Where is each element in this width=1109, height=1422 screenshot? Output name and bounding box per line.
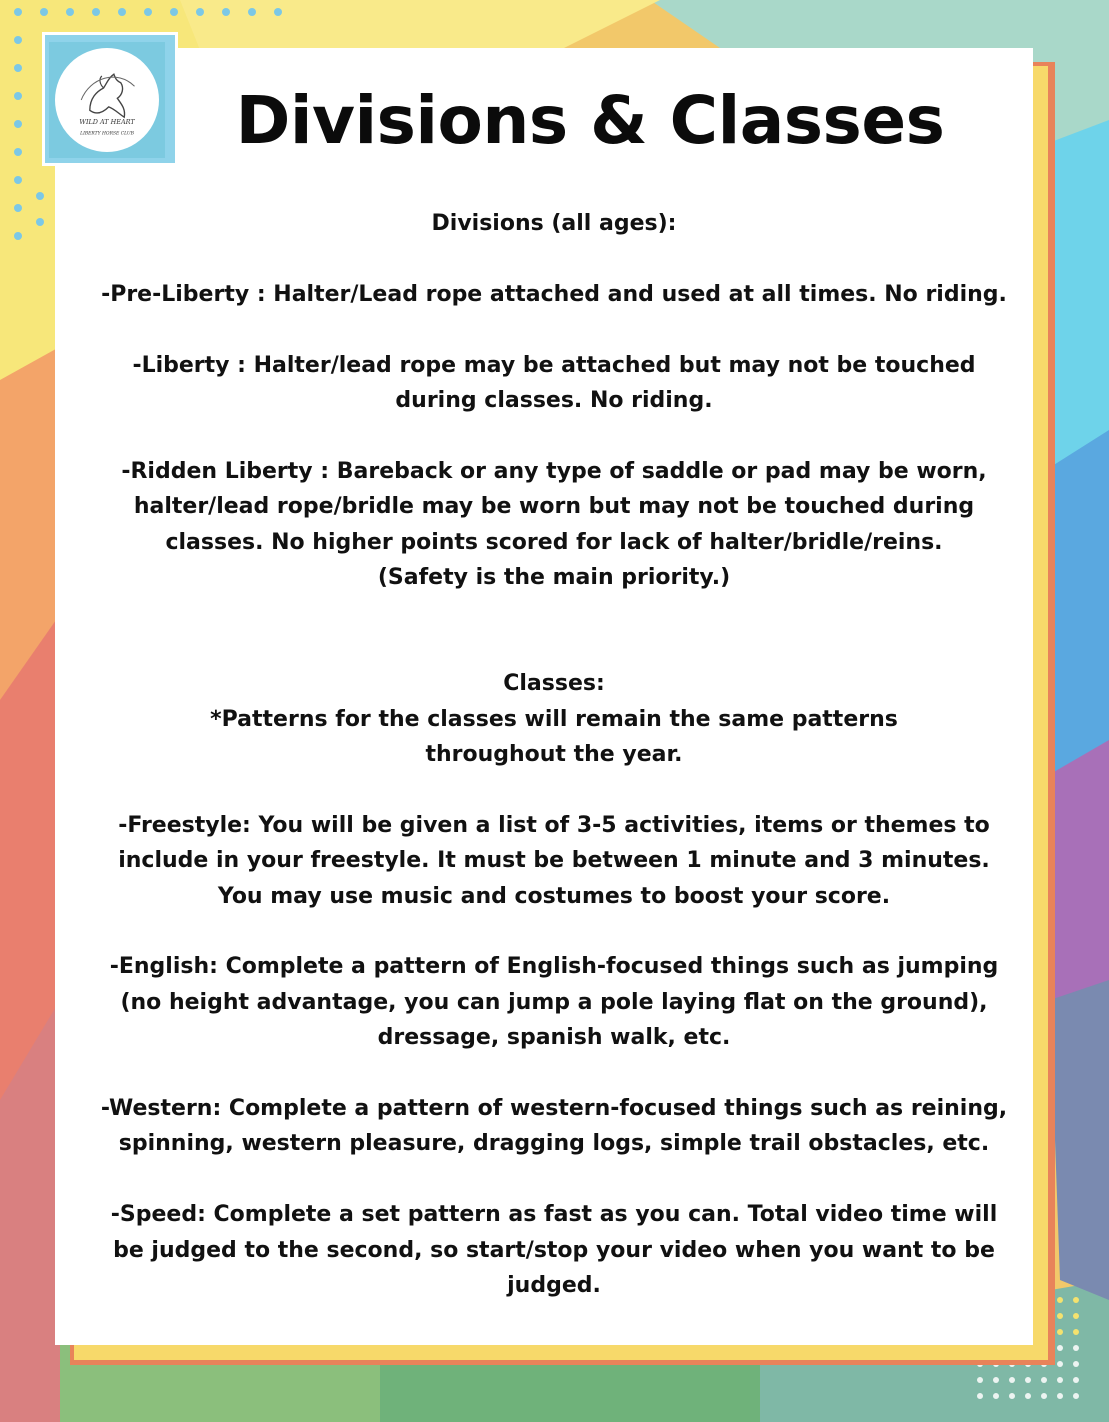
club-logo (49, 42, 165, 158)
liberty-line-1: -Liberty : Halter/lead rope may be attached but may not be touched (132, 352, 976, 378)
western-line-1: -Western: Complete a pattern of western-focused things such as reining, (100, 1096, 1008, 1122)
english-line-1: -English: Complete a pattern of English-focused things such as jumping (109, 954, 999, 980)
speed-line-3: judged. (507, 1273, 601, 1299)
english-line-2: (no height advantage, you can jump a pole laying flat on the ground), (120, 989, 988, 1015)
horse-icon (64, 57, 150, 143)
logo-text-line2: LIBERTY HORSE CLUB (80, 131, 134, 137)
classes-note-line-1: *Patterns for the classes will remain the same patterns (210, 706, 898, 732)
pre-liberty-line-1: -Pre-Liberty : Halter/Lead rope attached and used at all times. No riding. (101, 281, 1007, 307)
ridden-liberty-line-4: (Safety is the main priority.) (377, 565, 731, 591)
document-body (55, 206, 1053, 1303)
freestyle-line-3: You may use music and costumes to boost your score. (217, 883, 891, 909)
english-line-3: dressage, spanish walk, etc. (377, 1025, 731, 1051)
classes-note-line-2: throughout the year. (425, 742, 683, 768)
speed-line-2: be judged to the second, so start/stop your video when you want to be (113, 1237, 995, 1263)
logo-text-line1: WILD AT HEART (79, 118, 135, 127)
western-line-2: spinning, western pleasure, dragging logs, simple trail obstacles, etc. (118, 1131, 990, 1157)
ridden-liberty-line-2: halter/lead rope/bridle may be worn but may not be touched during (133, 494, 975, 520)
logo-badge (55, 48, 159, 152)
freestyle-line-2: include in your freestyle. It must be between 1 minute and 3 minutes. (118, 848, 990, 874)
speed-line-1: -Speed: Complete a set pattern as fast as you can. Total video time will (110, 1202, 998, 1228)
classes-heading: Classes: (503, 671, 605, 697)
page-title: Divisions & Classes (235, 82, 945, 159)
freestyle-line-1: -Freestyle: You will be given a list of 3-5 activities, items or themes to (118, 812, 990, 838)
divisions-heading: Divisions (all ages): (431, 211, 677, 236)
ridden-liberty-line-1: -Ridden Liberty : Bareback or any type of saddle or pad may be worn, (121, 458, 987, 484)
ridden-liberty-line-3: classes. No higher points scored for lack of halter/bridle/reins. (165, 529, 943, 555)
liberty-line-2: during classes. No riding. (395, 388, 713, 413)
